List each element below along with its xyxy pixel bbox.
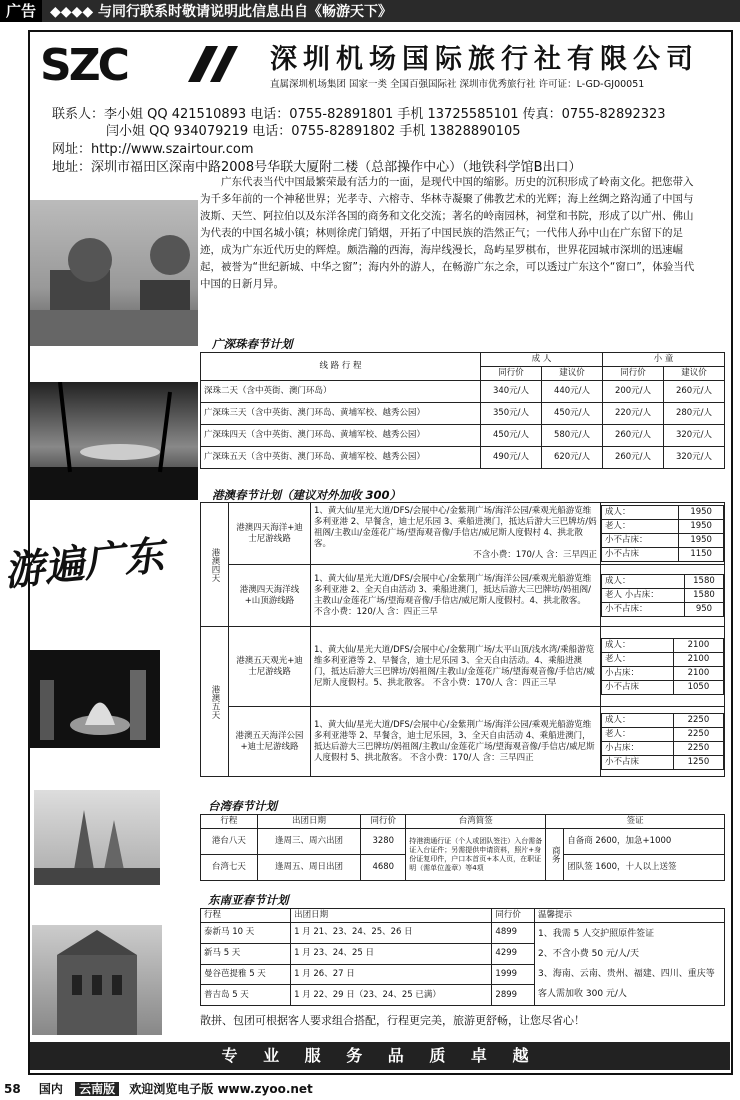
gz-peer-header: 同行价 <box>603 367 664 381</box>
route-cell: 广深珠四天（含中英街、澳门环岛、黄埔军校、越秀公园） <box>201 425 481 447</box>
price-value: 2100 <box>673 639 723 653</box>
tip-item: 1、我需 5 人交护照原件签证 <box>538 929 655 939</box>
gz-sug-header: 建议价 <box>542 367 603 381</box>
price-label: 老人： <box>602 520 679 534</box>
price-value: 2100 <box>673 653 723 667</box>
ruins-photo <box>32 925 162 1035</box>
route-cell: 深珠二天（含中英街、澳门环岛） <box>201 381 481 403</box>
license-text: 直属深圳机场集团 国家一类 全国百强国际社 深圳市优秀旅行社 许可证：L-GD-GJ00051 <box>270 79 645 90</box>
price-label: 小不占床 <box>602 756 674 770</box>
cell: 曼谷芭提雅 5 天 <box>201 964 291 985</box>
price-label: 老人： <box>602 728 674 742</box>
cell: 泰新马 10 天 <box>201 923 291 944</box>
price-label: 小不占床 <box>602 548 679 562</box>
route-desc: 1、黄大仙/星光大道/DFS/会展中心/金紫荆广场/海洋公园/乘观光船游览维多利亚港 2、全天自由活动 3、乘船进澳门，抵达后游大三巴牌坊/妈祖阁/主教山/金莲花广场/望海观音像/手信店/威尼斯人度假村。4、拱北散客。 不含小费：120/人 含：四正三早 <box>311 565 601 627</box>
table-row <box>201 707 725 777</box>
cell: 3280 <box>361 829 406 855</box>
price-value: 1150 <box>679 548 724 562</box>
address: 地址：深圳市福田区深南中路2008号华联大厦附二楼（总部操作中心）（地铁科学馆B出口） <box>52 160 582 175</box>
th-cell: 台湾简签 <box>406 815 546 829</box>
company-name: 深圳机场国际旅行社有限公司 <box>270 44 699 75</box>
route-desc: 1、黄大仙/星光大道/DFS/会展中心/金紫荆广场/海洋公园/乘观光船游览维多利亚港 2、早餐含，迪士尼乐园 3、乘船进澳门，抵达后游大三巴牌坊/妈祖阁/主教山/金莲花广场/望海观音像/手信店/威尼斯人度假村 4、拱北散客。 <box>314 506 597 549</box>
price-value: 950 <box>684 603 723 617</box>
gz-sug-header: 建议价 <box>664 367 725 381</box>
footer-ad[interactable]: 欢迎浏览电子版 www.zyoo.net <box>129 1082 313 1096</box>
edition-label: 云南版 <box>75 1082 119 1096</box>
price-label: 成人： <box>602 575 685 589</box>
price-value: 2100 <box>673 667 723 681</box>
sea-table <box>200 908 725 1006</box>
route-name: 港澳四天海洋+迪士尼游线路 <box>229 503 311 565</box>
svg-text:SZC: SZC <box>40 42 127 86</box>
price-value: 1050 <box>673 681 723 695</box>
price-label: 小不占床： <box>602 534 679 548</box>
price-value: 1950 <box>679 520 724 534</box>
th-cell: 行程 <box>201 815 258 829</box>
price-value: 1580 <box>684 589 723 603</box>
route-name: 港澳五天海洋公园+迪士尼游线路 <box>229 707 311 777</box>
price-cell: 320元/人 <box>664 425 725 447</box>
table-row <box>201 829 725 855</box>
tip-item: 3、海南、云南、贵州、福建、四川、重庆等客人需加收 300 元/人 <box>538 969 715 999</box>
area-label: 国内 <box>38 1082 63 1096</box>
price-label: 小不占床 <box>602 681 674 695</box>
price-label: 小占床： <box>602 742 674 756</box>
top-banner <box>0 0 740 22</box>
sea-section-title: 东南亚春节计划 <box>208 893 289 907</box>
table-row <box>201 503 725 565</box>
cell: 港台八天 <box>201 829 258 855</box>
price-value: 2250 <box>673 742 723 756</box>
banner-message: ◆◆◆◆ 与同行联系时敬请说明此信息出自《畅游天下》 <box>50 4 392 20</box>
route-name: 港澳五天观光+迪士尼游线路 <box>229 627 311 707</box>
tw-table <box>200 814 725 881</box>
table-row <box>201 403 725 425</box>
contact-line-1: 联系人：李小姐 QQ 421510893 电话：0755-82891801 手机 13725585101 传真：0755-82892323 <box>52 107 666 122</box>
price-cell: 580元/人 <box>542 425 603 447</box>
route-desc: 1、黄大仙/星光大道/DFS/会展中心/金紫荆广场/太平山顶/浅水湾/乘船游览维多利亚港等 2、早餐含，迪士尼乐园 3、全天自由活动。4、乘船进澳门，抵达后游大三巴牌坊/妈祖阁/主教山/金莲花广场/望海观音像/手信店/威尼斯人度假村。5、拱北散客。 不含小费：170/人 含：四正三早 <box>311 627 601 707</box>
hk-table <box>200 502 725 777</box>
visa-label: 商务 <box>546 829 564 881</box>
route-desc: 1、黄大仙/星光大道/DFS/会展中心/金紫荆广场/海洋公园/乘观光船游览维多利亚港等 2、早餐含，迪士尼乐园，3、全天自由活动 4、乘船进澳门，抵达后游大三巴牌坊/妈祖阁/主教山/金莲花广场/望海观音像/手信店/威尼斯人度假村 5、拱北散客。 不含小费：170/人 含：三早四正 <box>311 707 601 777</box>
th-cell: 行程 <box>201 909 291 923</box>
price-cell: 320元/人 <box>664 447 725 469</box>
cell: 1 月 21、23、24、25、26 日 <box>291 923 492 944</box>
th-cell: 签证 <box>546 815 725 829</box>
price-cell: 340元/人 <box>481 381 542 403</box>
price-value: 1250 <box>673 756 723 770</box>
price-cell: 260元/人 <box>603 447 664 469</box>
macau-night-photo <box>30 650 160 748</box>
price-label: 老人： <box>602 653 674 667</box>
cell: 4899 <box>492 923 535 944</box>
page-number: 58 <box>4 1082 21 1096</box>
price-label: 小占床： <box>602 667 674 681</box>
price-label: 成人： <box>602 714 674 728</box>
route-cell: 广深珠三天（含中英街、澳门环岛、黄埔军校、越秀公园） <box>201 403 481 425</box>
ad-tag: 广告 <box>0 0 42 22</box>
price-label: 成人： <box>602 506 679 520</box>
cell: 1 月 23、24、25 日 <box>291 943 492 964</box>
group-label: 港澳五天 <box>201 627 229 777</box>
price-value: 1580 <box>684 575 723 589</box>
tw-section-title: 台湾春节计划 <box>208 799 277 813</box>
cell: 2899 <box>492 985 535 1006</box>
cell: 新马 5 天 <box>201 943 291 964</box>
price-cell: 260元/人 <box>664 381 725 403</box>
price-cell: 260元/人 <box>603 425 664 447</box>
route-fee: 不含小费：170/人 含：三早四正 <box>473 550 597 560</box>
website[interactable]: 网址：http://www.szairtour.com <box>52 142 254 157</box>
tip-item: 2、不含小费 50 元/人/天 <box>538 949 639 959</box>
slogan-bar: 专 业 服 务 品 质 卓 越 <box>30 1042 730 1070</box>
price-label: 小不占床： <box>602 603 685 617</box>
cell: 普吉岛 5 天 <box>201 985 291 1006</box>
note-text: 散拼、包团可根据客人要求组合搭配，行程更完美，旅游更舒畅，让您尽省心！ <box>200 1014 585 1027</box>
cell: 1 月 26、27 日 <box>291 964 492 985</box>
tw-visa-note: 持港澳通行证（个人或团队签注）入台需备证入台证件；另需提供申请资料，照片+身份证复印件，户口本首页+本人页，在职证明（需单位盖章）等4项 <box>406 829 546 881</box>
th-cell: 同行价 <box>492 909 535 923</box>
route-cell: 广深珠五天（含中英街、澳门环岛、黄埔军校、越秀公园） <box>201 447 481 469</box>
group-label: 港澳四天 <box>201 503 229 627</box>
table-row <box>201 447 725 469</box>
table-row <box>201 627 725 707</box>
table-row <box>201 923 725 944</box>
sunset-palm-photo <box>30 382 198 500</box>
calligraphy-title: 游遍广东 <box>1 531 166 596</box>
gz-section-title: 广深珠春节计划 <box>212 337 293 351</box>
price-value: 2250 <box>673 714 723 728</box>
table-row <box>201 381 725 403</box>
cell: 1999 <box>492 964 535 985</box>
gz-route-header: 线 路 行 程 <box>201 353 481 381</box>
th-cell: 出团日期 <box>291 909 492 923</box>
price-cell: 350元/人 <box>481 403 542 425</box>
page-footer <box>0 1080 740 1097</box>
price-value: 2250 <box>673 728 723 742</box>
cell: 台湾七天 <box>201 855 258 881</box>
price-cell: 200元/人 <box>603 381 664 403</box>
visa-price: 团队签 1600，十人以上送签 <box>564 855 725 881</box>
price-cell: 450元/人 <box>542 403 603 425</box>
contact-line-2: 闫小姐 QQ 934079219 电话：0755-82891802 手机 13828890105 <box>106 124 521 139</box>
price-label: 成人： <box>602 639 674 653</box>
cell: 逢周五、周日出团 <box>257 855 361 881</box>
table-row <box>201 425 725 447</box>
hk-section-title: 港澳春节计划（建议对外加收 300） <box>212 488 402 502</box>
cell: 4680 <box>361 855 406 881</box>
gz-table <box>200 352 725 469</box>
th-cell: 出团日期 <box>257 815 361 829</box>
price-cell: 620元/人 <box>542 447 603 469</box>
price-value: 1950 <box>679 506 724 520</box>
route-name: 港澳四天海洋线+山顶游线路 <box>229 565 311 627</box>
gz-peer-header: 同行价 <box>481 367 542 381</box>
thai-temple-photo <box>34 790 160 885</box>
price-cell: 220元/人 <box>603 403 664 425</box>
cell: 4299 <box>492 943 535 964</box>
gz-child-header: 小 童 <box>603 353 725 367</box>
th-cell: 温馨提示 <box>535 909 725 923</box>
price-cell: 450元/人 <box>481 425 542 447</box>
price-label: 老人 小占床： <box>602 589 685 603</box>
gz-adult-header: 成 人 <box>481 353 603 367</box>
company-logo <box>38 42 238 86</box>
price-cell: 280元/人 <box>664 403 725 425</box>
intro-paragraph: 广东代表当代中国最繁荣最有活力的一面，是现代中国的缩影。历史的沉积形成了岭南文化。把您带入为千多年前的一个神秘世界；光孝寺、六榕寺、华林寺凝聚了佛教艺术的光辉；海上丝绸之路沟通了中国与波斯、天竺、阿拉伯以及东洋各国的商务和文化交流；著名的岭南园林，祠堂和书院，形成了以广州、佛山为代表的中国名城小镇；林则徐虎门销烟，开拓了中国民族的浩然正气；一代伟人孙中山在广东留下的足迹，成为广东近代历史的辉煌。颇浩瀚的西海，海岸线漫长，岛屿星罗棋布，世界花园城市深圳的迅速崛起，被誉为“世纪新城、中华之窗”；海内外的游人，在畅游广东之余，可以透过广东这个“窗口”，体验当代中国的日新月异。 <box>200 176 695 290</box>
price-cell: 440元/人 <box>542 381 603 403</box>
visa-price: 自备商 2600，加急+1000 <box>564 829 725 855</box>
th-cell: 同行价 <box>361 815 406 829</box>
cell: 1 月 22、29 日（23、24、25 已满） <box>291 985 492 1006</box>
table-row <box>201 565 725 627</box>
price-value: 1950 <box>679 534 724 548</box>
price-cell: 490元/人 <box>481 447 542 469</box>
beach-photo-1 <box>30 200 198 346</box>
cell: 逢周三、周六出团 <box>257 829 361 855</box>
